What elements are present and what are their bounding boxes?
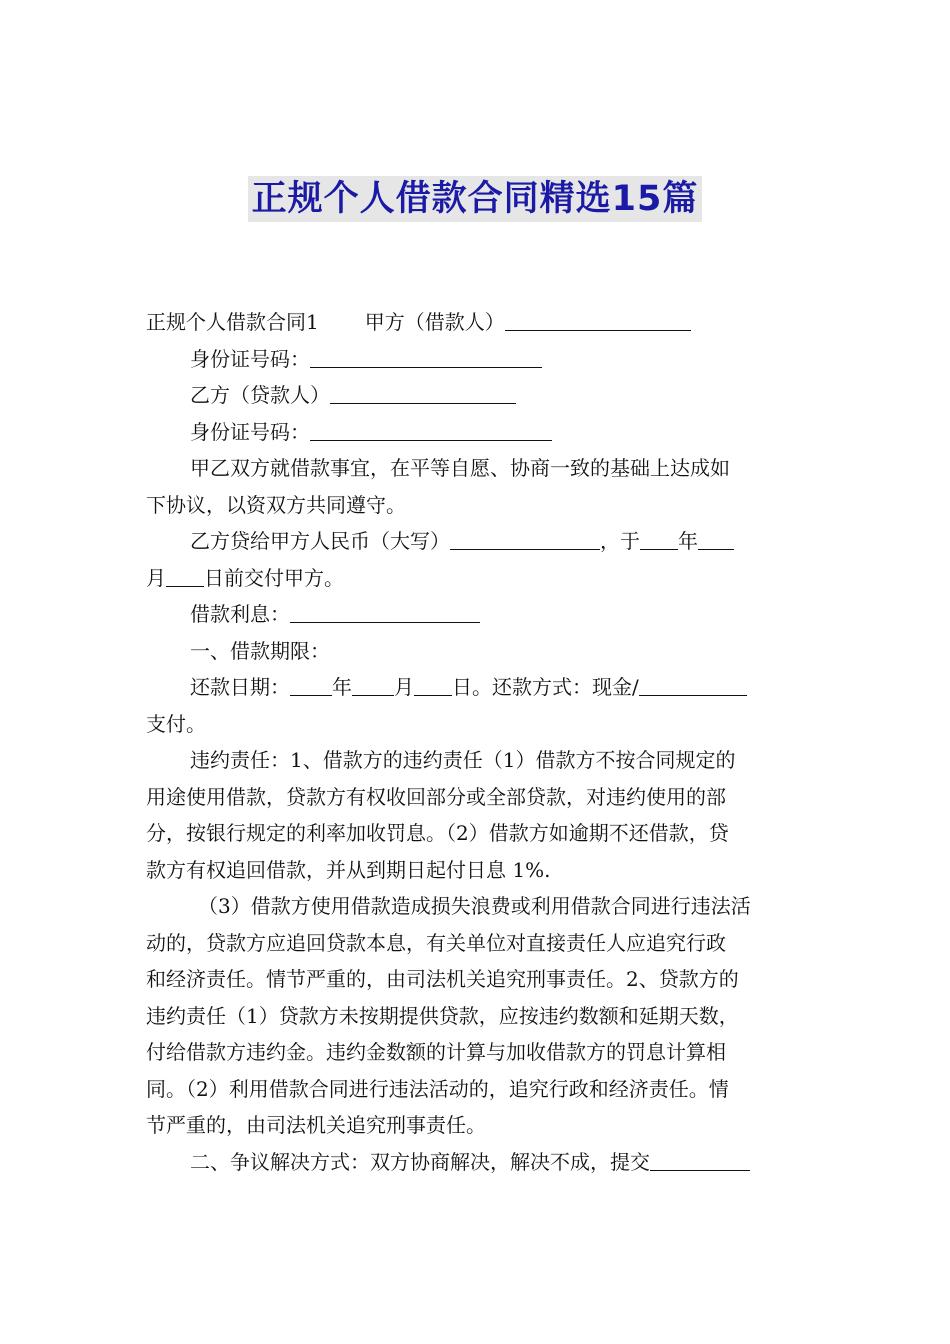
interest-label: 借款利息： <box>190 602 290 626</box>
line-dispute <box>146 1144 808 1181</box>
party-b-label: 乙方（贷款人） <box>190 383 330 407</box>
paragraph-text: 款方有权追回借款，并从到期日起付日息 1%. <box>146 857 551 882</box>
paragraph-line <box>146 888 808 925</box>
paragraph-text: 支付。 <box>146 711 206 736</box>
repay-method-label: 日。还款方式：现金/ <box>452 675 639 699</box>
paragraph-line <box>146 706 808 743</box>
paragraph-line <box>146 925 808 962</box>
term-heading: 一、借款期限： <box>190 638 330 663</box>
line-delivery-date <box>146 560 808 597</box>
paragraph-line <box>146 1107 808 1144</box>
line-party-a <box>146 304 808 341</box>
dispute-label: 二、争议解决方式：双方协商解决，解决不成，提交 <box>190 1149 650 1174</box>
line-id-b <box>146 414 808 451</box>
paragraph-line <box>146 1071 808 1108</box>
section-heading <box>146 633 808 670</box>
paragraph-text: 日前交付甲方。 <box>204 565 344 590</box>
loan-amount-blank <box>450 527 600 550</box>
paragraph-line <box>146 487 808 524</box>
paragraph-line <box>146 998 808 1035</box>
paragraph-text: 月 <box>146 565 166 590</box>
contract-body <box>146 304 808 1180</box>
line-loan-amount <box>146 523 808 560</box>
day-blank <box>166 564 204 587</box>
document-title: 正规个人借款合同精选15篇 <box>248 176 703 222</box>
paragraph-line <box>146 852 808 889</box>
party-b-blank <box>330 381 516 404</box>
id-b-blank <box>310 418 552 441</box>
paragraph-text: 甲乙双方就借款事宜，在平等自愿、协商一致的基础上达成如 <box>190 456 730 480</box>
repay-year-blank <box>290 673 332 696</box>
paragraph-text: 月 <box>394 675 414 699</box>
interest-blank <box>290 600 480 623</box>
paragraph-text: 和经济责任。情节严重的，由司法机关追究刑事责任。2、贷款方的 <box>146 967 739 991</box>
paragraph-text: 年 <box>678 529 698 553</box>
month-blank <box>698 527 734 550</box>
party-a-blank <box>505 308 691 331</box>
paragraph-line <box>146 450 808 487</box>
title-block <box>0 176 950 222</box>
repay-method-blank <box>639 673 747 696</box>
paragraph-text: 分，按银行规定的利率加收罚息。（2）借款方如逾期不还借款，贷 <box>146 821 729 845</box>
dispute-blank <box>650 1148 750 1171</box>
paragraph-text: 用途使用借款，贷款方有权收回部分或全部贷款，对违约使用的部 <box>146 784 726 809</box>
paragraph-text: 违约责任（1）贷款方未按期提供贷款，应按违约数额和延期天数， <box>146 1003 739 1028</box>
line-repayment <box>146 669 808 706</box>
paragraph-text: 动的，贷款方应追回贷款本息，有关单位对直接责任人应追究行政 <box>146 930 726 955</box>
loan-amount-label: 乙方贷给甲方人民币（大写） <box>190 529 450 553</box>
year-blank <box>640 527 678 550</box>
id-a-label: 身份证号码： <box>190 346 310 371</box>
paragraph-line <box>146 961 808 998</box>
repay-date-label: 还款日期： <box>190 675 290 699</box>
paragraph-text: 付给借款方违约金。违约金数额的计算与加收借款方的罚息计算相 <box>146 1040 726 1064</box>
id-a-blank <box>310 345 542 368</box>
repay-month-blank <box>352 673 394 696</box>
id-b-label: 身份证号码： <box>190 419 310 444</box>
line-interest <box>146 596 808 633</box>
paragraph-line <box>146 742 808 779</box>
paragraph-text: 年 <box>332 675 352 699</box>
paragraph-text: （3）借款方使用借款造成损失浪费或利用借款合同进行违法活 <box>198 894 751 918</box>
paragraph-text: 同。（2）利用借款合同进行违法活动的，追究行政和经济责任。情 <box>146 1076 729 1101</box>
paragraph-line <box>146 1034 808 1071</box>
paragraph-line <box>146 779 808 816</box>
line-party-b <box>146 377 808 414</box>
paragraph-text: 节严重的，由司法机关追究刑事责任。 <box>146 1113 486 1137</box>
paragraph-text: 违约责任：1、借款方的违约责任（1）借款方不按合同规定的 <box>190 748 736 772</box>
line-id-a <box>146 341 808 378</box>
paragraph-text: ，于 <box>600 529 640 553</box>
party-a-label: 甲方（借款人） <box>364 310 505 334</box>
paragraph-text: 下协议，以资双方共同遵守。 <box>146 492 406 517</box>
contract-heading: 正规个人借款合同1 <box>146 310 319 334</box>
repay-day-blank <box>414 673 452 696</box>
paragraph-line <box>146 815 808 852</box>
